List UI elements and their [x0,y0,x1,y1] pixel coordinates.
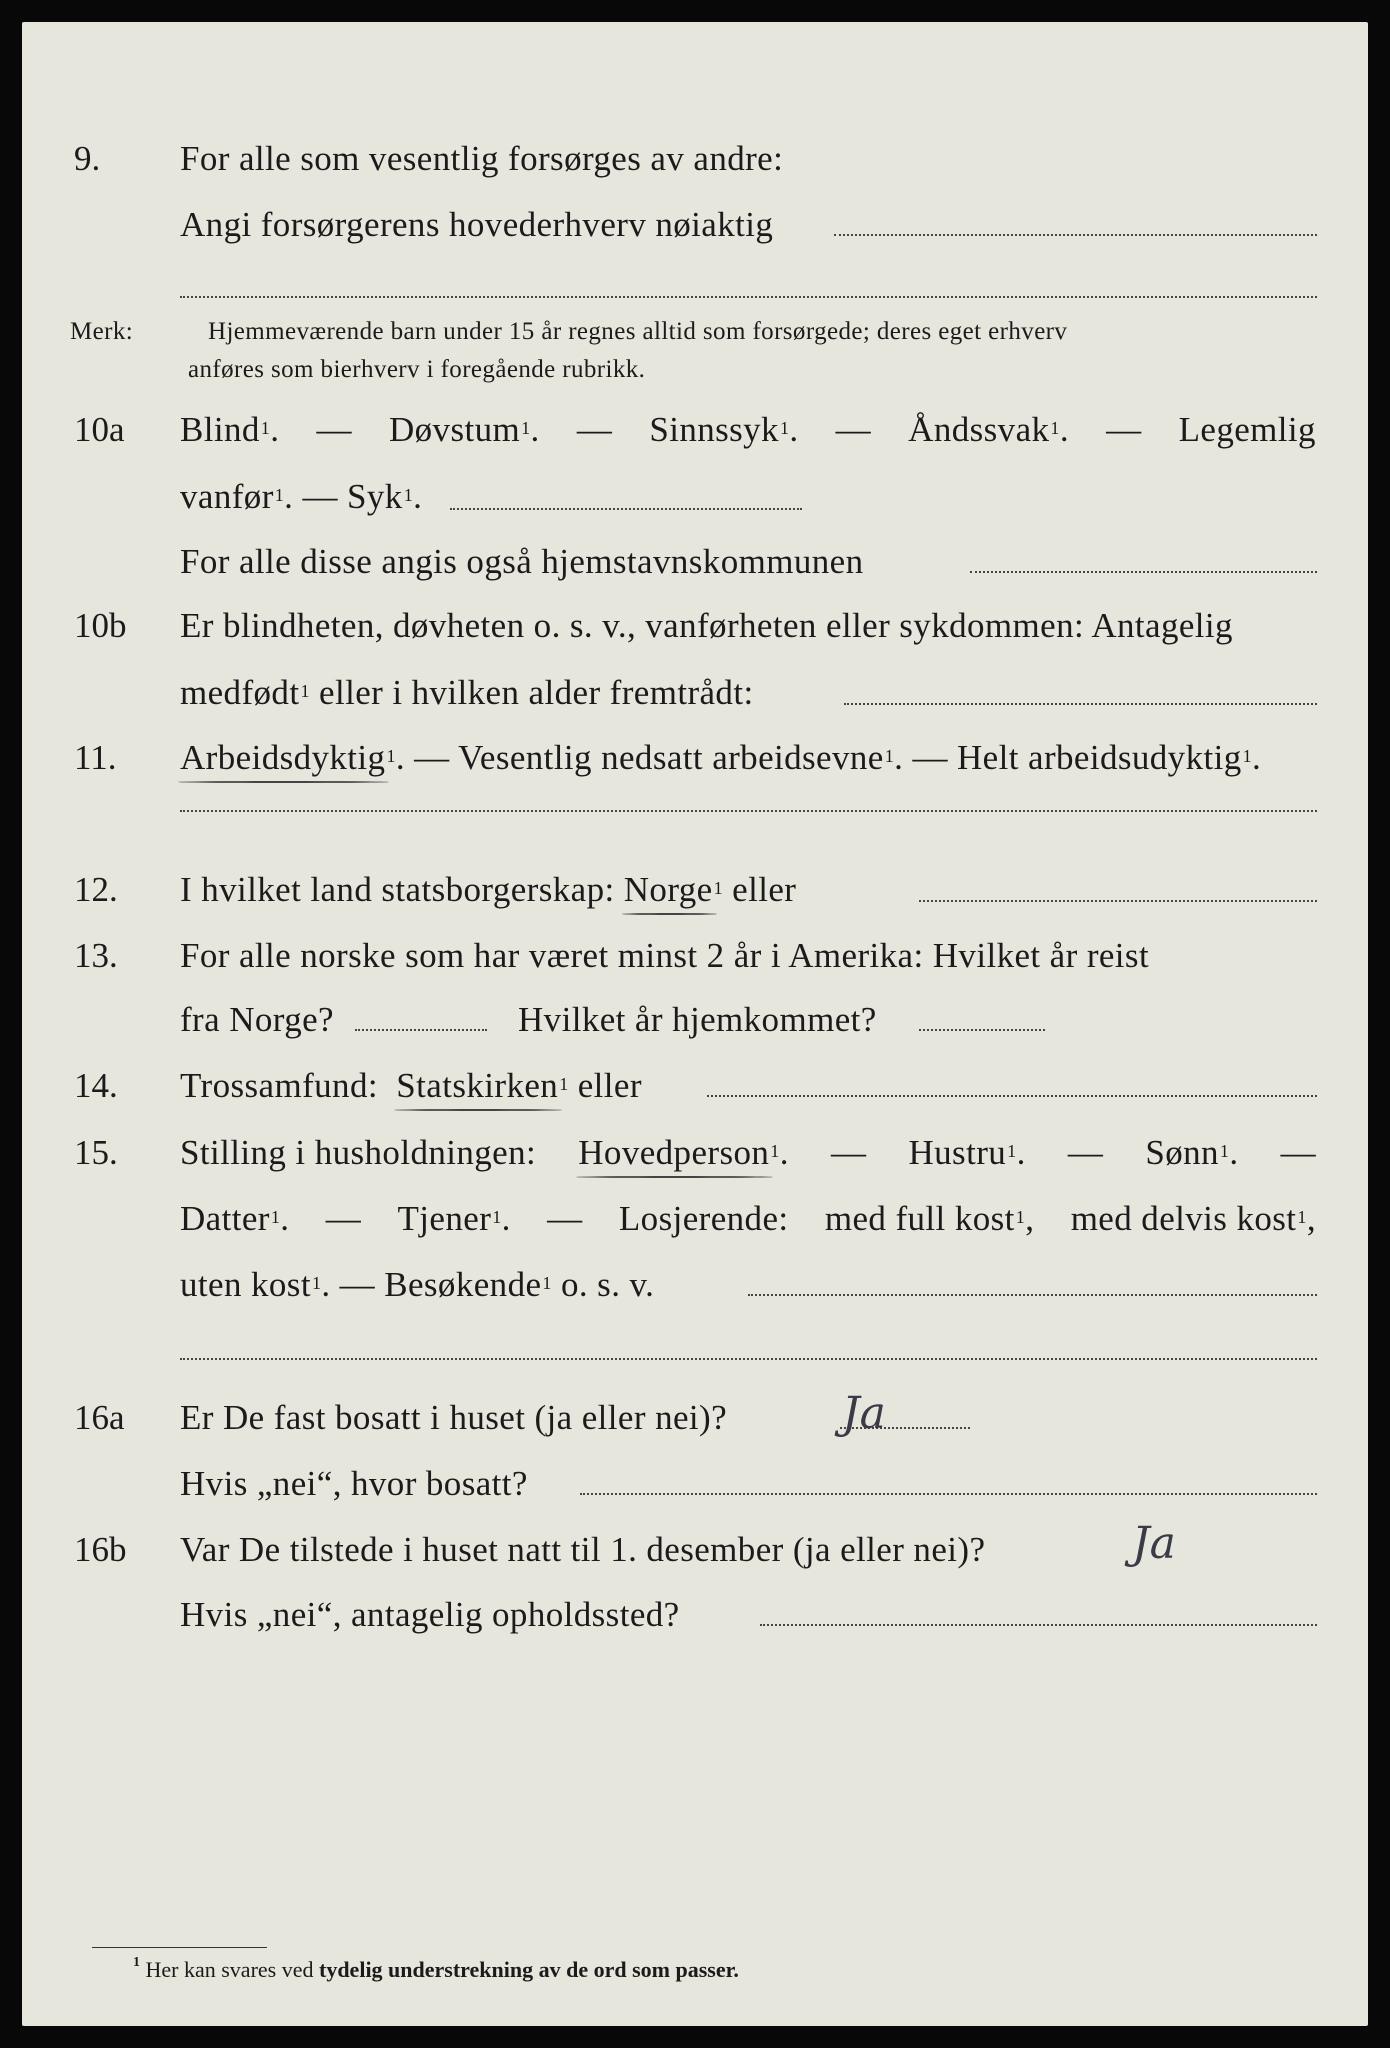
item-10a-number: 10a [74,410,125,449]
item-9-line2-text: Angi forsørgerens hovederhverv nøiaktig [180,205,774,244]
item-13-number: 13. [74,936,118,975]
item-9-line2 [180,205,773,245]
item-16b-line2: Hvis „nei“, antagelig opholdssted? [180,1595,680,1634]
item-15-label: Stilling i husholdningen: [180,1133,537,1172]
item-9-answer-line2[interactable] [180,296,1317,298]
option-tjener[interactable]: Tjener [397,1199,492,1238]
item-11-line1: Arbeidsdyktig$^1$. — Vesentlig nedsatt arbeidsevne$^1$. — Helt arbeidsudyktig$^1$. [180,738,1262,777]
item-9-line1: For alle som vesentlig forsørges av andre: [180,139,784,178]
option-blind[interactable]: Blind [180,410,260,449]
footnote-mark: 1 [133,1955,140,1970]
item-16b-number: 16b [74,1530,127,1569]
item-10a-line3: For alle disse angis også hjemstavnskommunen [180,542,864,581]
item-10b-number: 10b [74,606,127,645]
merk-label: Merk: [70,318,134,345]
item-13-line2a: fra Norge? [180,1000,334,1039]
item-13-reist-line[interactable] [355,1029,487,1031]
option-hovedperson[interactable]: Hovedperson [578,1133,770,1172]
item-10a-line1: Blind$^1$. — Døvstum$^1$. — Sinnssyk$^1$. — Åndssvak$^1$. — Legemlig [180,410,1316,449]
item-9-number: 9. [74,139,101,178]
merk-text-2: anføres som bierhverv i foregående rubrikk. [188,356,646,383]
item-12-text: I hvilket land statsborgerskap: [180,870,615,909]
option-norge[interactable]: Norge [623,870,713,909]
item-13-hjemkommet-line[interactable] [919,1029,1045,1031]
item-11-answer-line[interactable] [180,810,1317,812]
item-15-number: 15. [74,1133,118,1172]
option-datter[interactable]: Datter [180,1199,270,1238]
item-16a-number: 16a [74,1398,125,1437]
item-16b-line1: Var De tilstede i huset natt til 1. desember (ja eller nei)? [180,1530,986,1569]
item-10a-line2: vanfør$^1$. — Syk$^1$. [180,477,423,516]
option-legemlig[interactable]: Legemlig [1178,410,1316,449]
item-13-line1: For alle norske som har været minst 2 år i Amerika: Hvilket år reist [180,936,1150,975]
option-andssvak[interactable]: Åndssvak [908,410,1050,449]
item-16a-bosatt-line[interactable] [580,1493,1317,1495]
form-page [22,22,1368,2026]
item-10a-syk-line[interactable] [450,508,802,510]
item-9-answer-line[interactable] [834,234,1317,236]
item-10b-answer-line[interactable] [844,703,1317,705]
footnote [132,1957,739,1983]
option-nedsatt-arbeidsevne[interactable]: Vesentlig nedsatt arbeidsevne [458,738,884,777]
option-besokende[interactable]: Besøkende [384,1265,542,1304]
footnote-text-b: tydelig understrekning av de ord som passer. [319,1957,739,1982]
item-14-label: Trossamfund: [180,1066,378,1105]
item-15-answer-line2[interactable] [180,1358,1317,1360]
footnote-rule [92,1947,267,1948]
option-medfodt[interactable]: medfødt [180,673,300,712]
item-15-losjerende: Losjerende: [618,1199,789,1238]
item-15-line1: Stilling i husholdningen: Hovedperson$^1$. — Hustru$^1$. — Sønn$^1$. — [180,1133,1316,1172]
option-dovstum[interactable]: Døvstum [388,410,521,449]
item-14-number: 14. [74,1066,118,1105]
item-12-eller: eller [732,870,797,909]
item-12-number: 12. [74,870,118,909]
item-15-line3: uten kost$^1$. — Besøkende$^1$ o. s. v. [180,1265,655,1304]
item-14-line1: Trossamfund: Statskirken$^1$ eller [180,1066,642,1105]
option-vanfor[interactable]: vanfør [180,477,274,516]
item-11-number: 11. [74,738,117,777]
option-syk[interactable]: Syk [347,477,403,516]
item-13-line2b: Hvilket år hjemkommet? [518,1000,877,1039]
item-16a-line2: Hvis „nei“, hvor bosatt? [180,1464,528,1503]
option-arbeidsdyktig[interactable]: Arbeidsdyktig [180,738,386,777]
item-15-answer-line[interactable] [748,1294,1317,1296]
option-sonn[interactable]: Sønn [1145,1133,1219,1172]
option-arbeidsudyktig[interactable]: Helt arbeidsudyktig [957,738,1242,777]
item-14-answer-line[interactable] [707,1095,1317,1097]
footnote-text-a: Her kan svares ved [145,1957,314,1982]
item-10b-line2: medfødt$^1$ eller i hvilken alder fremtrådt: [180,673,754,712]
item-10b-line2-text: eller i hvilken alder fremtrådt: [319,673,754,712]
item-10b-line1: Er blindheten, døvheten o. s. v., vanførheten eller sykdommen: Antagelig [180,606,1233,645]
item-16a-line1: Er De fast bosatt i huset (ja eller nei)? [180,1398,728,1437]
item-12-line1: I hvilket land statsborgerskap: Norge$^1$ eller [180,870,797,909]
item-16b-opphold-line[interactable] [760,1624,1317,1626]
option-full-kost[interactable]: med full kost [824,1199,1015,1238]
item-10a-kommune-line[interactable] [970,571,1317,573]
item-16b-handwritten-answer[interactable]: Ja [1132,1518,1176,1569]
item-12-answer-line[interactable] [919,900,1317,902]
option-delvis-kost[interactable]: med delvis kost [1070,1199,1297,1238]
item-16a-handwritten-answer[interactable]: Ja [842,1388,886,1439]
item-15-line2: Datter$^1$. — Tjener$^1$. — Losjerende: med full kost$^1$, med delvis kost$^1$, [180,1199,1316,1238]
option-uten-kost[interactable]: uten kost [180,1265,311,1304]
option-sinnssyk[interactable]: Sinnssyk [649,410,779,449]
option-statskirken[interactable]: Statskirken [396,1066,559,1105]
option-hustru[interactable]: Hustru [908,1133,1007,1172]
merk-text-1: Hjemmeværende barn under 15 år regnes alltid som forsørgede; deres eget erhverv [208,318,1068,345]
item-14-eller: eller [577,1066,642,1105]
item-15-osv: o. s. v. [560,1265,655,1304]
